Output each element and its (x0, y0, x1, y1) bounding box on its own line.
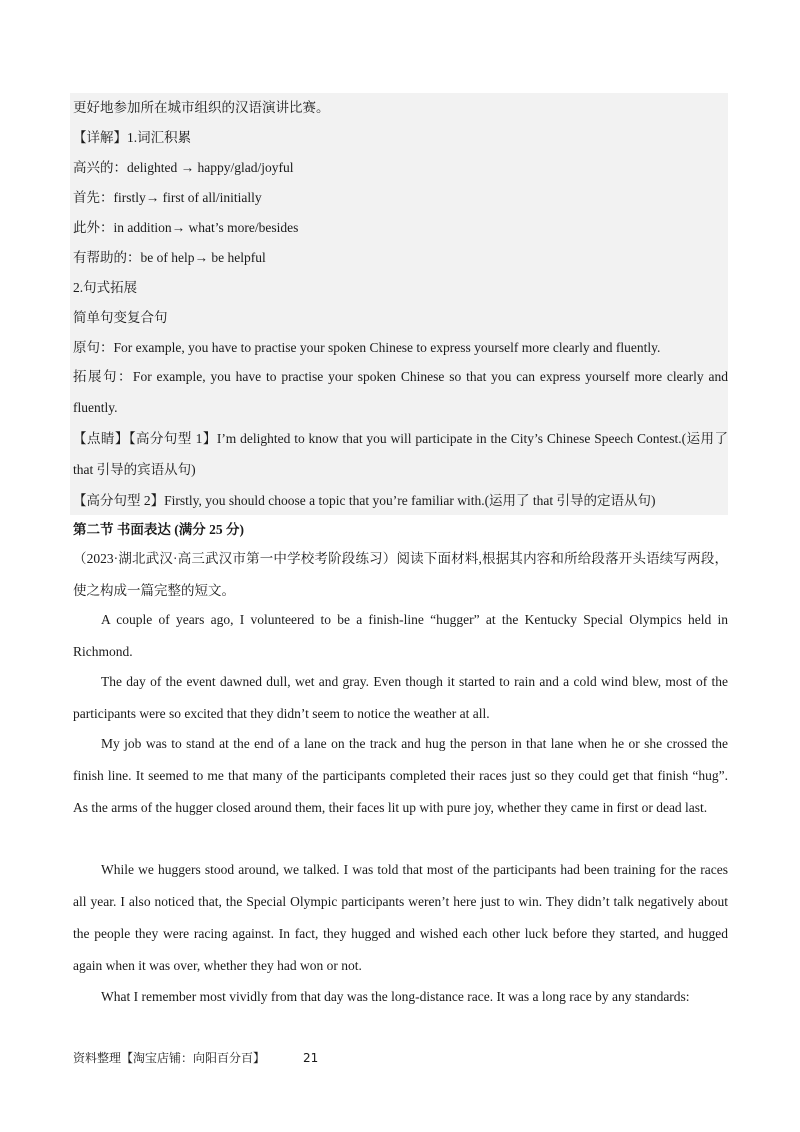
page-number: 21 (303, 1051, 319, 1065)
vocab-item-4: 有帮助的：be of help→ be helpful (73, 250, 266, 265)
answer-line-1: 更好地参加所在城市组织的汉语演讲比赛。 (73, 100, 330, 115)
footer-source: 资料整理【淘宝店铺：向阳百分百】 (73, 1051, 266, 1065)
page-footer (73, 1050, 319, 1066)
vocab-item-3: 此外：in addition→ what’s more/besides (73, 220, 299, 235)
story-paragraph-3: My job was to stand at the end of a lane on the track and hug the person in that lane when he or she crossed the finish line. It seemed to me that many of the participants completed their races just so they could get that finish “hug”. As the arms of the hugger closed around them, their faces lit up with pure joy, whether they came in first or dead last. (73, 736, 728, 815)
vocab-item-2: 首先：firstly→ first of all/initially (73, 190, 262, 205)
vocab-item-1: 高兴的：delighted → happy/glad/joyful (73, 160, 294, 175)
original-sentence: 原句：For example, you have to practise your spoken Chinese to express yourself more clearly and fluently. (73, 340, 661, 355)
high-score-pattern-1: 【点睛】【高分句型 1】I’m delighted to know that you will participate in the City’s Chinese Speech Contest.(运用了 that 引导的宾语从句) (73, 431, 728, 477)
story-paragraph-2: The day of the event dawned dull, wet and gray. Even though it started to rain and a cold wind blew, most of the participants were so excited that they didn’t seem to notice the weather at all. (73, 674, 728, 721)
story-paragraph-5: What I remember most vividly from that day was the long-distance race. It was a long race by any standards: (101, 989, 690, 1004)
sentence-expansion-heading: 2.句式拓展 (73, 280, 138, 295)
story-paragraph-1: A couple of years ago, I volunteered to be a finish-line “hugger” at the Kentucky Special Olympics held in Richmond. (73, 612, 728, 659)
section-heading: 第二节 书面表达 (满分 25 分) (73, 522, 244, 537)
high-score-pattern-2: 【高分句型 2】Firstly, you should choose a topic that you’re familiar with.(运用了 that 引导的定语从句) (73, 493, 656, 508)
sentence-expansion-subheading: 简单句变复合句 (73, 310, 168, 325)
story-paragraph-4: While we huggers stood around, we talked. I was told that most of the participants had been training for the races all year. I also noticed that, the Special Olympic participants weren’t here just to win. They didn’t talk negatively about the people they were racing against. In fact, they hugged and wished each other luck before they started, and hugged again when it was over, whether they had won or not. (73, 862, 728, 973)
expanded-sentence: 拓展句：For example, you have to practise your spoken Chinese so that you can express yourself more clearly and fluently. (73, 369, 728, 415)
explanation-heading: 【详解】1.词汇积累 (73, 130, 192, 145)
section-instructions: （2023·湖北武汉·高三武汉市第一中学校考阶段练习）阅读下面材料,根据其内容和所给段落开头语续写两段，使之构成一篇完整的短文。 (73, 551, 728, 598)
